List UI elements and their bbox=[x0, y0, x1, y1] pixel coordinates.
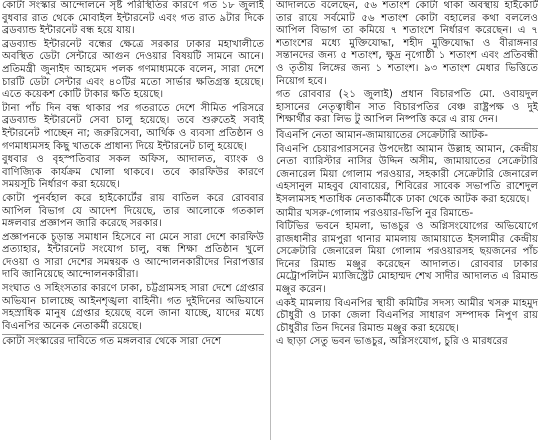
article-paragraph: টানা পাঁচ দিন বন্ধ থাকার পর গতরাতে দেশে সীমিত পরিসরে ব্রডব্যান্ড ইন্টারনেট সেবা চালু হয়েছে। তবে শুরুতেই সবাই ইন্টারনেট পাচ্ছেন না; জরুরিসেবা, আর্থিক ও ব্যবসা প্রতিষ্ঠান ও গণমাধ্যমসহ কিছু খাতকে প্রাধান্য দিয়ে ইন্টারনেট চালু হয়েছে। bbox=[2, 102, 264, 152]
article-paragraph: বিএনপি নেতা আমান-জামায়াতের সেক্রেটারি আটক- bbox=[276, 129, 488, 141]
article-paragraph: সংঘাত ও সহিংসতার কারণে ঢাকা, চট্টগ্রামসহ সারা দেশে গ্রেপ্তার অভিযান চালাচ্ছে আইনশৃঙ্খলা বাহিনী। গত দুইদিনের অভিযানে সহস্রাধিক মানুষ গ্রেপ্তার হয়েছে বলে জানা যাচ্ছে, যাদের মধ্যে বিএনপির অনেক নেতাকর্মী রয়েছে। bbox=[2, 283, 264, 332]
article-paragraph: কোটা সংস্কারের দাবিতে গত মঙ্গলবার থেকে সারা দেশে bbox=[2, 336, 222, 348]
article-paragraph: এ ছাড়া সেতু ভবন ভাঙচুর, অগ্নিসংযোগ, চুরি ও মারধরের bbox=[276, 336, 508, 348]
article-paragraph: আদালতে বলেছেন, ৫৬ শতাংশ কোটা থাকা অবস্থায় হাইকোর্ট তার রায়ে সর্বমোট ৫৬ শতাংশ কোটা বহালের কথা বললেও আপিল বিভাগ তা কমিয়ে ৭ শতাংশে নির্ধারণ করেছেন। এ ৭ শতাংশের মধ্যে মুক্তিযোদ্ধা, শহীদ মুক্তিযোদ্ধা ও বীরাঙ্গনার সন্তানদের জন্য ৫ শতাংশ, ক্ষুদ্র নৃগোষ্ঠী ১ শতাংশ এবং প্রতিবন্ধী ও তৃতীয় লিঙ্গের জন্য ১ শতাংশ। ৯৩ শতাংশ মেধার ভিত্তিতে নিয়োগ হবে। bbox=[276, 0, 538, 87]
article-paragraph: ব্রডব্যান্ড ইন্টারনেট বন্ধের ক্ষেত্রে সরকার ঢাকার মহাখালীতে অবস্থিত ডেটা সেন্টারে আগুন দেওয়ার বিষয়টি সামনে আনে। প্রতিমন্ত্রী জুনাইদ আহমেদ পলক গণমাধ্যমকে বলেন, সারা দেশে চারটি ডেটা সেন্টার এবং ৪০টির মতো সার্ভার ক্ষতিগ্রস্ত হয়েছে। এতে কয়েকশ কোটি টাকার ক্ষতি হয়েছে। bbox=[2, 38, 264, 101]
section-divider bbox=[276, 128, 538, 129]
right-column bbox=[276, 0, 538, 440]
article-paragraph: আমীর খসরু-গোলাম পরওয়ার-ভিপি নুর রিমান্ডে- bbox=[276, 207, 474, 219]
left-column bbox=[2, 0, 264, 440]
article-paragraph: প্রজ্ঞাপনকে চূড়ান্ত সমাধান হিসেবে না মেনে সারা দেশে কারফিউ প্রত্যাহার, ইন্টারনেট সংযোগ চালু, বন্ধ শিক্ষা প্রতিষ্ঠান খুলে দেওয়া ও সারা দেশের সমন্বয়ক ও আন্দোলনকারীদের নিরাপত্তার দাবি জানিয়েছে আন্দোলনকারীরা। bbox=[2, 231, 264, 281]
article-paragraph: গত রোববার (২১ জুলাই) প্রধান বিচারপতি মো. ওবায়দুল হাসানের নেতৃত্বাধীন সাত বিচারপতির বেঞ্চ রাষ্ট্রপক্ষ ও দুই শিক্ষার্থীর করা লিভ টু আপিল নিষ্পত্তি করে এ রায় দেন। bbox=[276, 89, 538, 126]
article-paragraph: কোটা পুনর্বহাল করে হাইকোর্টের রায় বাতিল করে রোববার আপিল বিভাগ যে আদেশ দিয়েছে, তার আলোকে গতকাল মঙ্গলবার প্রজ্ঞাপন জারি করেছে সরকার। bbox=[2, 192, 264, 230]
article-paragraph: বিএনপি চেয়ারপারসনের উপদেষ্টা আমান উল্লাহ আমান, কেন্দ্রীয় নেতা ব্যারিস্টার নাসির উদ্দিন অসীম, জামায়াতের সেক্রেটারি জেনারেল মিয়া গোলাম পরওয়ার, সহকারী সেক্রেটারি জেনারেল এহসানুল মাহবুব যোবায়ের, শিবিরের সাবেক সভাপতি রাশেদুল ইসলামসহ শতাধিক নেতাকর্মীকে ঢাকা থেকে আটক করা হয়েছে। bbox=[276, 143, 538, 205]
article-paragraph: বিটিভির ভবনে হামলা, ভাঙচুর ও অগ্নিসংযোগের অভিযোগে রাজধানীর রামপুরা থানার মামলায় জামায়াতে ইসলামীর কেন্দ্রীয় সেক্রেটারি জেনারেল মিয়া গোলাম পরওয়ারসহ ছয়জনের পাঁচ দিনের রিমান্ড মঞ্জুর করেছেন আদালত। রোববার ঢাকার মেট্রোপলিটন ম্যাজিস্ট্রেট মোহাম্মদ শেখ সাদীর আদালত এ রিমান্ড মঞ্জুর করেন। bbox=[276, 221, 538, 296]
article-paragraph: বুধবার ও বৃহস্পতিবার সকল অফিস, আদালত, ব্যাংক ও বাণিজ্যিক কার্যক্রম খোলা থাকবে। তবে কারফিউর কারণে সময়সূচি নির্ধারণ করা হয়েছে। bbox=[2, 154, 264, 191]
article-paragraph: একই মামলায় বিএনপির স্থায়ী কমিটির সদস্য আমীর খসরু মাহমুদ চৌধুরী ও ঢাকা জেলা বিএনপির সাধারণ সম্পাদক নিপুণ রায় চৌধুরীর তিন দিনের রিমান্ড মঞ্জুর করা হয়েছে। bbox=[276, 297, 538, 334]
column-divider bbox=[270, 0, 271, 440]
article-paragraph: কোটা সংস্কার আন্দোলনে সৃষ্ট পরিস্থিতির কারণে গত ১৮ জুলাই বুধবার রাত থেকে মোবাইল ইন্টারনেট এবং গত রাত ৯টার দিকে ব্রডব্যান্ড ইন্টারনেট বন্ধ হয়ে যায়। bbox=[2, 0, 264, 37]
